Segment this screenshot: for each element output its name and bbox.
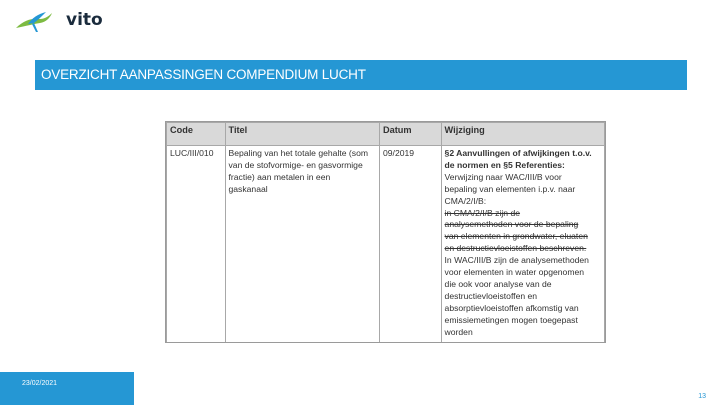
changes-table — [165, 121, 606, 343]
change-heading-line: §2 Aanvullingen of afwijkingen t.o.v. — [444, 148, 592, 158]
brand-name: vito — [66, 10, 103, 30]
title-line: van de stofvormige- en gasvormige — [228, 159, 363, 170]
change-deleted-line: analysemethoden voor de bepaling — [444, 219, 579, 230]
cell-change — [441, 146, 604, 343]
page-number: 13 — [698, 393, 706, 400]
change-deleted-line: in CMA/2/I/B zijn de — [444, 207, 521, 218]
cell-date: 09/2019 — [380, 146, 442, 343]
slide-title: OVERZICHT AANPASSINGEN COMPENDIUM LUCHT — [41, 67, 366, 82]
change-line: absorptievloeistoffen afkomstig van — [444, 302, 579, 313]
change-line: bepaling van elementen i.p.v. naar — [444, 183, 576, 194]
change-line: In WAC/III/B zijn de analysemethoden — [444, 255, 589, 266]
footer-bar — [0, 372, 134, 405]
change-line: destructievloeistoffen en — [444, 290, 538, 301]
cell-title — [225, 146, 380, 343]
change-deleted-line: en destructievloeistoffen beschreven. — [444, 243, 587, 254]
table-row — [167, 146, 605, 343]
vito-bird-icon — [14, 6, 58, 36]
title-line: Bepaling van het totale gehalte (som — [228, 148, 369, 158]
header-title: Titel — [225, 123, 380, 146]
vito-logo — [14, 6, 103, 36]
table-header-row — [167, 123, 605, 146]
change-line: CMA/2/I/B: — [444, 195, 487, 206]
title-line: fractie) aan metalen in een — [228, 171, 331, 182]
change-line: Verwijzing naar WAC/III/B voor — [444, 171, 562, 182]
header-date: Datum — [380, 123, 442, 146]
change-heading-line: de normen en §5 Referenties: — [444, 159, 565, 170]
change-line: worden — [444, 326, 473, 337]
change-deleted-line: van elementen in grondwater, eluaten — [444, 231, 588, 242]
cell-code: LUC/III/010 — [167, 146, 226, 343]
header-change: Wijziging — [441, 123, 604, 146]
change-line: die ook voor analyse van de — [444, 278, 552, 289]
change-line: emissiemetingen mogen toegepast — [444, 314, 578, 325]
title-line: gaskanaal — [228, 183, 268, 194]
change-line: voor elementen in water opgenomen — [444, 267, 585, 278]
slide-date: 23/02/2021 — [22, 380, 58, 387]
header-code: Code — [167, 123, 226, 146]
slide-title-bar — [35, 60, 687, 90]
